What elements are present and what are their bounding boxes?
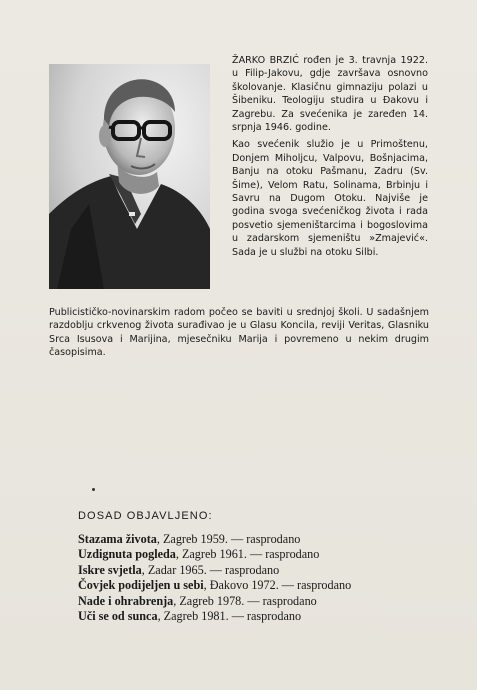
publication-title: Uči se od sunca: [78, 609, 158, 624]
publication-details: , Zagreb 1961. — rasprodano: [175, 547, 320, 562]
publication-item: [78, 532, 408, 547]
publication-details: , Zagreb 1978. — rasprodano: [173, 593, 317, 608]
publication-item: [78, 563, 408, 578]
publication-title: Stazama života: [78, 532, 157, 546]
publication-title: Nade i ohrabrenja: [78, 593, 174, 608]
publication-details: , Zagreb 1959. — rasprodano: [156, 532, 301, 546]
publication-details: , Zadar 1965. — rasprodano: [141, 562, 280, 577]
publication-title: Uzdignuta pogleda: [78, 547, 176, 562]
publications-heading: DOSAD OBJAVLJENO:: [78, 510, 213, 522]
publication-item: [78, 594, 408, 609]
author-bio-full-width-text: [49, 306, 429, 360]
publication-details: , Zagreb 1981. — rasprodano: [157, 609, 302, 624]
author-portrait-photo: [49, 64, 210, 289]
bio-paragraph: Publicističko-novinarskim radom počeo se baviti u srednjoj školi. U sadašnjem razdoblju crkvenog života surađivao je u Glasu Koncila, reviji Veritas, Glasniku Srca Isusova i Marijina, mjesečniku Marija i povremeno u nekim drugim časopisima.: [49, 307, 429, 359]
publications-list: [78, 510, 408, 624]
publication-title: Iskre svjetla: [78, 562, 142, 577]
publication-item: [78, 609, 408, 624]
publication-item: [78, 578, 408, 593]
publication-title: Čovjek podijeljen u sebi: [78, 578, 204, 593]
author-bio-side-text: [232, 54, 428, 263]
ink-dot: [92, 488, 95, 491]
bio-paragraph: ŽARKO BRZIĆ rođen je 3. travnja 1922. u Filip-Jakovu, gdje završava osnovno školovanje. Klasičnu gimnaziju polazi u Šibeniku. Teologiju studira u Đakovu i Zagrebu. Za svećenika je zaređen 14. srpnja 1946. godine.: [232, 55, 428, 134]
publication-details: , Đakovo 1972. — rasprodano: [203, 578, 352, 593]
publication-item: [78, 547, 408, 562]
bio-paragraph: Kao svećenik služio je u Primoštenu, Donjem Miholjcu, Valpovu, Bošnjacima, Banju na otoku Pašmanu, Zadru (Sv. Šime), Velom Ratu, Solinama, Brbinju i Savru na Dugom Otoku. Najviše je godina svoga svećeničkog života i rada posvetio sjemeništarcima i bogoslovima u zadarskom sjemeništu »Zmajević«. Sada je u službi na otoku Silbi.: [232, 139, 428, 258]
